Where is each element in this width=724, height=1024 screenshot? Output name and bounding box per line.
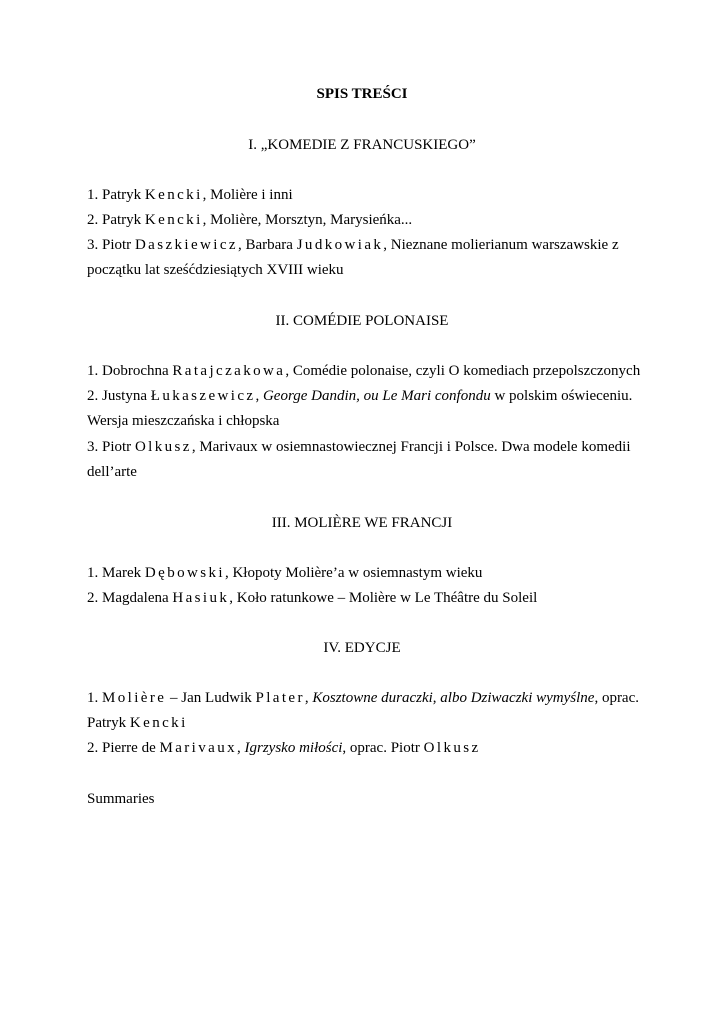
work-subtitle: albo Dziwaczki wymyślne xyxy=(440,690,595,706)
author-name: Ratajczakowa xyxy=(172,363,286,379)
toc-entry-continuation: Wersja mieszczańska i chłopska xyxy=(87,413,280,429)
toc-entry: 1. Molière – Jan Ludwik Plater, Kosztowne duraczki, albo Dziwaczki wymyślne, oprac. xyxy=(87,690,639,706)
toc-entry: 1. Marek Dębowski, Kłopoty Molière’a w osiemnastym wieku xyxy=(87,565,483,581)
section-heading-3: III. MOLIÈRE WE FRANCJI xyxy=(271,515,453,531)
author-name: Kencki xyxy=(144,187,203,203)
toc-entry: 1. Dobrochna Ratajczakowa, Comédie polonaise, czyli O komediach przepolszczonych xyxy=(87,363,641,379)
toc-entry-continuation: początku lat sześćdziesiątych XVIII wieku xyxy=(87,262,344,278)
toc-entry-continuation: Patryk Kencki xyxy=(87,715,188,731)
toc-entry: 3. Piotr Daszkiewicz, Barbara Judkowiak, Nieznane molierianum warszawskie z xyxy=(87,237,619,253)
author-name: Kencki xyxy=(129,715,188,731)
work-title: Igrzysko miłości xyxy=(244,740,343,756)
toc-entry-continuation: dell’arte xyxy=(87,464,137,480)
work-title: Kosztowne duraczki xyxy=(312,690,433,706)
author-name: Molière xyxy=(102,690,167,706)
author-name: Plater xyxy=(255,690,305,706)
section-heading-4: IV. EDYCJE xyxy=(323,640,401,656)
author-name: Olkusz xyxy=(134,439,192,455)
toc-entry: 2. Pierre de Marivaux, Igrzysko miłości, oprac. Piotr Olkusz xyxy=(87,740,481,756)
section-heading-2: II. COMÉDIE POLONAISE xyxy=(275,313,449,329)
toc-entry: 2. Justyna Łukaszewicz, George Dandin, ou Le Mari confondu w polskim oświeceniu. xyxy=(87,388,633,404)
toc-entry: 1. Patryk Kencki, Molière i inni xyxy=(87,187,293,203)
page-title: SPIS TREŚCI xyxy=(316,86,408,102)
work-title: George Dandin, ou Le Mari confondu xyxy=(262,388,491,404)
toc-entry: 2. Magdalena Hasiuk, Koło ratunkowe – Molière w Le Théâtre du Soleil xyxy=(87,590,538,606)
author-name: Olkusz xyxy=(423,740,481,756)
author-name: Łukaszewicz xyxy=(150,388,256,404)
author-name: Kencki xyxy=(144,212,203,228)
toc-entry: 3. Piotr Olkusz, Marivaux w osiemnastowiecznej Francji i Polsce. Dwa modele komedii xyxy=(87,439,631,455)
author-name: Daszkiewicz xyxy=(134,237,238,253)
summaries-entry: Summaries xyxy=(87,791,155,807)
author-name: Marivaux xyxy=(159,740,237,756)
author-name: Judkowiak xyxy=(296,237,384,253)
section-heading-1: I. „KOMEDIE Z FRANCUSKIEGO” xyxy=(248,137,476,153)
author-name: Dębowski xyxy=(144,565,225,581)
toc-entry: 2. Patryk Kencki, Molière, Morsztyn, Marysieńka... xyxy=(87,212,413,228)
author-name: Hasiuk xyxy=(172,590,230,606)
